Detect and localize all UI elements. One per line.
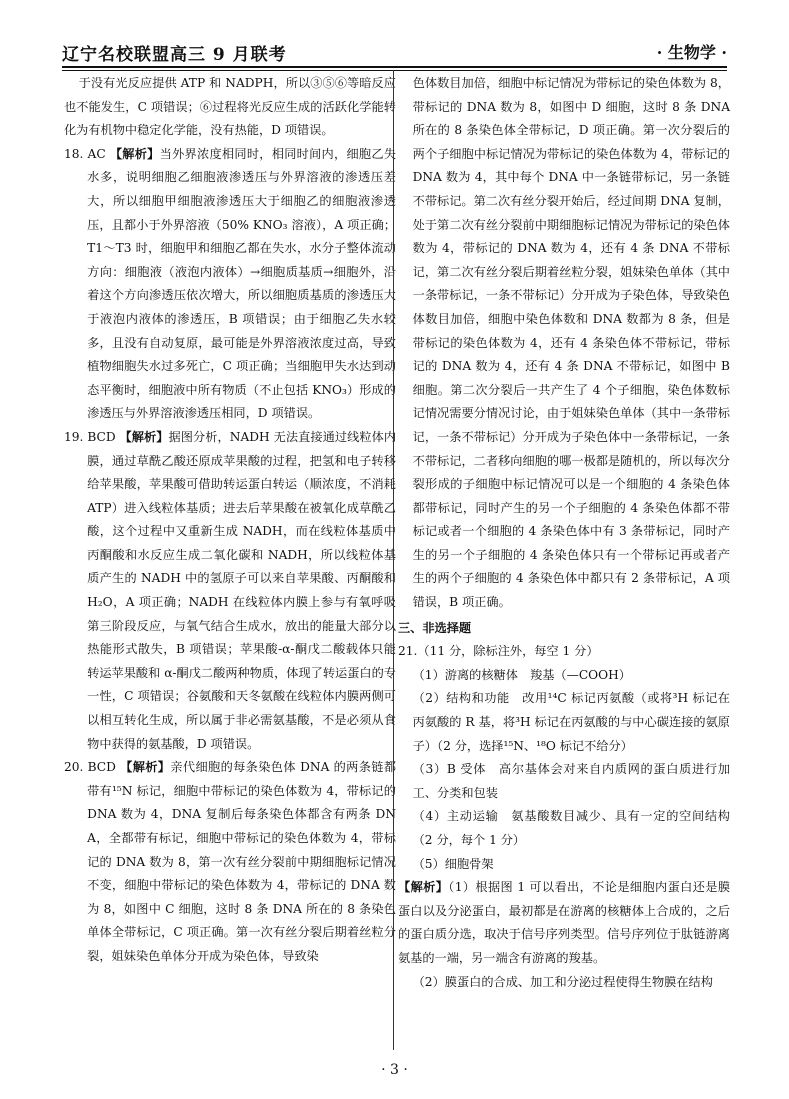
section-heading: 三、非选择题: [398, 620, 472, 635]
header-rule: [62, 66, 727, 68]
page-header: [62, 40, 727, 66]
answer-18: [64, 143, 396, 426]
exam-title: 辽宁名校联盟高三 9 月联考: [62, 45, 287, 65]
continued-paragraph: 于没有光反应提供 ATP 和 NADPH，所以③⑤⑥等暗反应也不能发生，C 项错误；⑥过程将光反应生成的活跃化学能转化为有机物中稳定化学能，没有热能，D 项错误。: [64, 76, 396, 138]
analysis-part-1: （1）根据图 1 可以看出，不论是细胞内蛋白还是膜蛋白以及分泌蛋白，最初都是在游离的核糖体上合成的，之后的蛋白质分选，取决于信号序列类型。信号序列位于肽链游离氨基的一端，另一端含有游离的羧基。: [398, 880, 731, 965]
answer-20: [64, 756, 396, 968]
answer-21-part-5: （5）细胞骨架: [412, 856, 494, 871]
answer-20-number: 20. BCD: [64, 760, 116, 775]
page-number: · 3 ·: [381, 1062, 408, 1078]
answer-19-text: 据图分析，NADH 无法直接通过线粒体内膜，通过草酰乙酸还原成苹果酸的过程，把氢和电子转移给苹果酸，苹果酸可借助转运蛋白转运（顺浓度，不消耗 ATP）进入线粒体基质；进去后苹果酸在被氧化成草酰乙酸，这个过程中又重新生成 NADH，而在线粒体基质中丙酮酸和水反应生成二氧化碳和 NADH，所以线粒体基质产生的 NADH 中的氢原子可以来自苹果酸、丙酮酸和 H₂O，A 项正确；NADH 在线粒体内膜上参与有氧呼吸第三阶段反应，与氧气结合生成水，放出的能量大部分以热能形式散失，B 项错误；苹果酸-α-酮戊二酸载体只能转运苹果酸和 α-酮戊二酸两种物质，体现了转运蛋白的专一性，C 项错误；谷氨酸和天冬氨酸在线粒体内膜两侧可以相互转化生成，所以属于非必需氨基酸，不是必须从食物中获得的氨基酸，D 项错误。: [87, 429, 397, 751]
answer-21-part-1: （1）游离的核糖体 羧基（—COOH）: [412, 667, 631, 682]
analysis-part-2: （2）膜蛋白的合成、加工和分泌过程使得生物膜在结构: [412, 974, 713, 989]
answer-21-part-4: （4）主动运输 氨基酸数目减少、具有一定的空间结构（2 分，每个 1 分）: [412, 809, 730, 847]
answer-20-continued: 色体数目加倍，细胞中标记情况为带标记的染色体数为 8，带标记的 DNA 数为 8，如图中 D 细胞，这时 8 条 DNA 所在的 8 条染色体全带标记，D 项正确。第一次分裂后的两个子细胞中标记情况为带标记的染色体数为 4，带标记的 DNA 数为 4，其中每个 DNA 中一条链带标记，另一条链不带标记。第二次有丝分裂开始后，经过间期 DNA 复制，处于第二次有丝分裂前中期细胞标记情况为带标记的染色体数为 4，带标记的 DNA 数为 4，还有 4 条 DNA 不带标记，第二次有丝分裂后期着丝粒分裂，姐妹染色单体（其中一条带标记，一条不带标记）分开成为子染色体，导致染色体数目加倍，细胞中染色体数和 DNA 数都为 8 条，但是带标记的染色体数为 4，还有 4 条染色体不带标记，带标记的 DNA 数为 4，还有 4 条 DNA 不带标记，如图中 B 细胞。第二次分裂后一共产生了 4 个子细胞，染色体数标记情况需要分情况讨论，由于姐妹染色单体（其中一条带标记，一条不带标记）分开成为子染色体中一条带标记，一条不带标记，二者移向细胞的哪一极都是随机的，所以每次分裂形成的子细胞中标记情况可以是一个细胞的 4 条染色体都带标记，同时产生的另一个子细胞的 4 条染色体都不带标记或者一个细胞的 4 条染色体中有 3 条带标记，同时产生的另一个子细胞的 4 条染色体只有一个带标记再或者产生的两个子细胞的 4 条染色体中都只有 2 条带标记，A 项错误，B 项正确。: [412, 76, 730, 610]
right-column: [398, 72, 730, 994]
analysis-tag: 【解析】: [119, 429, 169, 444]
answer-21-heading: 21.（11 分，除标注外，每空 1 分）: [398, 644, 599, 659]
header-rule-thin: [62, 70, 727, 71]
answer-19: [64, 426, 396, 756]
column-divider: [393, 70, 394, 1050]
analysis-tag: 【解析】: [120, 760, 171, 775]
analysis-tag: 【解析】: [398, 880, 449, 895]
analysis-tag: 【解析】: [109, 146, 160, 161]
answer-18-text: 当外界浓度相同时，相同时间内，细胞乙失水多，说明细胞乙细胞液渗透压与外界溶液的渗透压差大，所以细胞甲细胞液渗透压大于细胞乙的细胞液渗透压，且都小于外界溶液（50% KNO₃ 溶液），A 项正确；T1～T3 时，细胞甲和细胞乙都在失水，水分子整体流动方向：细胞液（液泡内液体）→细胞质基质→细胞外，沿着这个方向渗透压依次增大，所以细胞质基质的渗透压大于液泡内液体的渗透压，B 项错误；由于细胞乙失水较多，且没有自动复原，最可能是外界溶液浓度过高，导致植物细胞失水过多死亡，C 项正确；当细胞甲失水达到动态平衡时，细胞液中所有物质（不止包括 KNO₃）形成的渗透压与外界溶液渗透压相同，D 项错误。: [87, 146, 397, 421]
answer-21-analysis: [398, 876, 730, 970]
answer-20-text: 亲代细胞的每条染色体 DNA 的两条链都带有¹⁵N 标记，细胞中带标记的染色体数为 4，带标记的 DNA 数为 4，DNA 复制后每条染色体都含有两条 DNA，全都带有标记，细胞中带标记的染色体数为 4，带标记的 DNA 数为 8，第一次有丝分裂前中期细胞标记情况不变，细胞中带标记的染色体数为 4，带标记的 DNA 数为 8，如图中 C 细胞，这时 8 条 DNA 所在的 8 条染色单体全带标记，C 项正确。第一次有丝分裂后期着丝粒分裂，姐妹染色单体分开成为染色体，导致染: [87, 760, 397, 963]
answer-21-part-2: （2）结构和功能 改用¹⁴C 标记丙氨酸（或将³H 标记在丙氨酸的 R 基，将³H 标记在丙氨酸的与中心碳连接的氨原子）（2 分，选择¹⁵N、¹⁸O 标记不给分）: [412, 691, 730, 753]
answer-21-part-3: （3）B 受体 高尔基体会对来自内质网的蛋白质进行加工、分类和包装: [412, 762, 730, 800]
subject-label: · 生物学 ·: [656, 43, 727, 62]
left-column: [64, 72, 396, 969]
answer-19-number: 19. BCD: [64, 429, 116, 444]
answer-18-number: 18. AC: [64, 146, 106, 161]
